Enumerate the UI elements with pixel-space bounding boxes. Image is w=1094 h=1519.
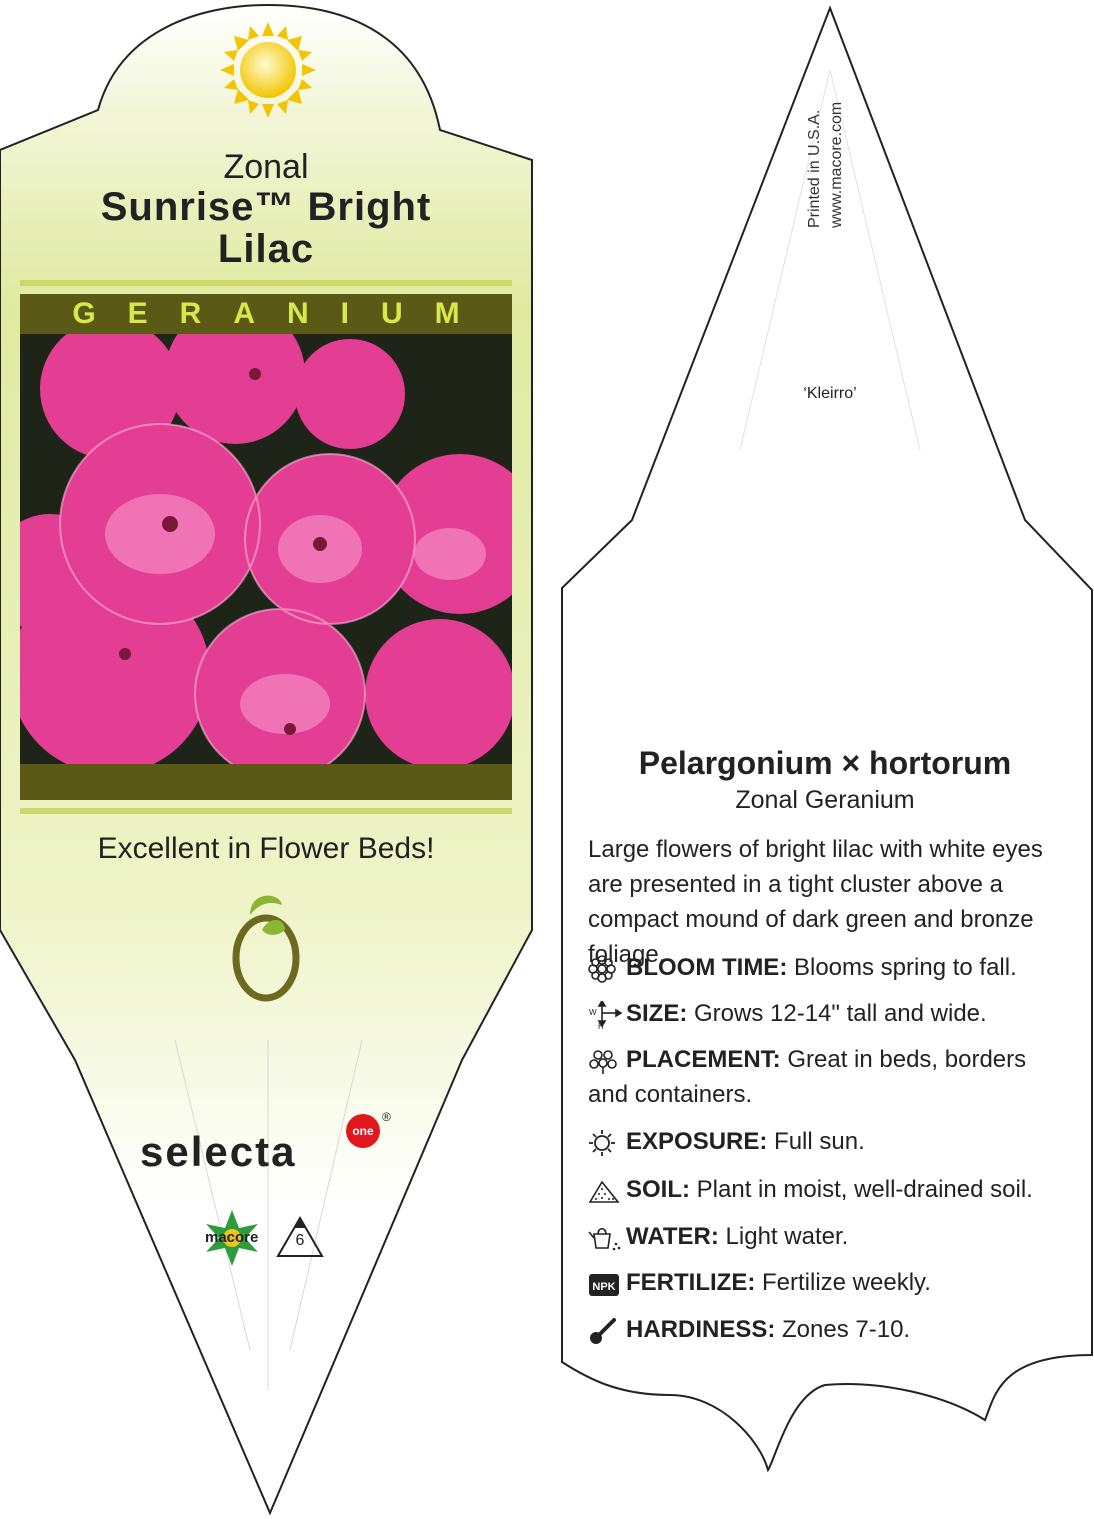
variety-type: Zonal xyxy=(223,148,309,186)
care-label: WATER: xyxy=(626,1223,719,1250)
care-item-fertilize xyxy=(588,1265,1048,1300)
sun-icon xyxy=(588,1129,622,1157)
care-item-water xyxy=(588,1219,1048,1254)
care-item-exposure xyxy=(588,1124,1048,1159)
variety-name xyxy=(20,186,512,270)
npk-fertilizer-icon xyxy=(588,1270,622,1298)
cultivar-name: ‘Kleirro’ xyxy=(803,385,857,402)
print-note-line1: Printed in U.S.A. xyxy=(806,109,823,228)
care-label: SIZE: xyxy=(626,1000,688,1027)
variety-name-line2: Lilac xyxy=(217,227,315,271)
care-label: SOIL: xyxy=(626,1176,690,1203)
genus-band: GERANIUM xyxy=(20,294,512,334)
care-label: BLOOM TIME: xyxy=(626,954,788,981)
care-text: Full sun. xyxy=(774,1128,865,1155)
thermometer-icon xyxy=(588,1317,622,1345)
size-icon-width: W xyxy=(589,1007,597,1017)
registered-mark: ® xyxy=(382,1110,391,1124)
brand-badge: one xyxy=(346,1114,380,1148)
care-item-size xyxy=(588,996,1048,1031)
care-item-bloom-time xyxy=(588,950,1048,985)
variety-name-line1: Sunrise™ Bright xyxy=(100,185,432,229)
macore-logo-text: macore xyxy=(205,1229,259,1246)
npk-label: NPK xyxy=(592,1280,616,1293)
recycle-code: 6 xyxy=(295,1232,305,1249)
care-label: PLACEMENT: xyxy=(626,1046,781,1073)
care-item-placement xyxy=(588,1042,1048,1112)
photo-base-band xyxy=(20,764,512,800)
plant-cluster-icon xyxy=(588,1047,622,1075)
watering-can-icon xyxy=(588,1224,622,1252)
care-text: Grows 12-14" tall and wide. xyxy=(694,1000,987,1027)
care-item-hardiness xyxy=(588,1312,1048,1347)
print-note-line2: www.macore.com xyxy=(828,101,845,228)
care-text: Great in beds, borders and containers. xyxy=(588,1046,1027,1108)
care-item-soil xyxy=(588,1172,1048,1207)
care-text: Zones 7-10. xyxy=(782,1316,911,1343)
plant-description: Large flowers of bright lilac with white eyes are presented in a tight cluster above a compact mound of dark green and bronze foliage. xyxy=(588,836,1043,968)
care-label: EXPOSURE: xyxy=(626,1128,768,1155)
flower-icon xyxy=(588,955,622,983)
divider xyxy=(20,280,512,286)
care-text: Light water. xyxy=(725,1223,849,1250)
care-label: FERTILIZE: xyxy=(626,1269,756,1296)
botanical-name: Pelargonium × hortorum xyxy=(638,745,1012,781)
soil-pile-icon xyxy=(588,1177,622,1205)
flower-photo xyxy=(20,334,512,764)
brand-logo: selecta xyxy=(140,1128,297,1175)
size-icon-height: H xyxy=(598,1021,604,1029)
divider xyxy=(20,808,512,814)
size-arrows-icon xyxy=(588,1001,622,1029)
care-text: Fertilize weekly. xyxy=(762,1269,931,1296)
care-label: HARDINESS: xyxy=(626,1316,776,1343)
care-text: Blooms spring to fall. xyxy=(793,954,1017,981)
print-note xyxy=(806,68,846,238)
slogan: Excellent in Flower Beds! xyxy=(97,832,435,865)
common-name: Zonal Geranium xyxy=(735,786,915,814)
care-text: Plant in moist, well-drained soil. xyxy=(696,1176,1033,1203)
